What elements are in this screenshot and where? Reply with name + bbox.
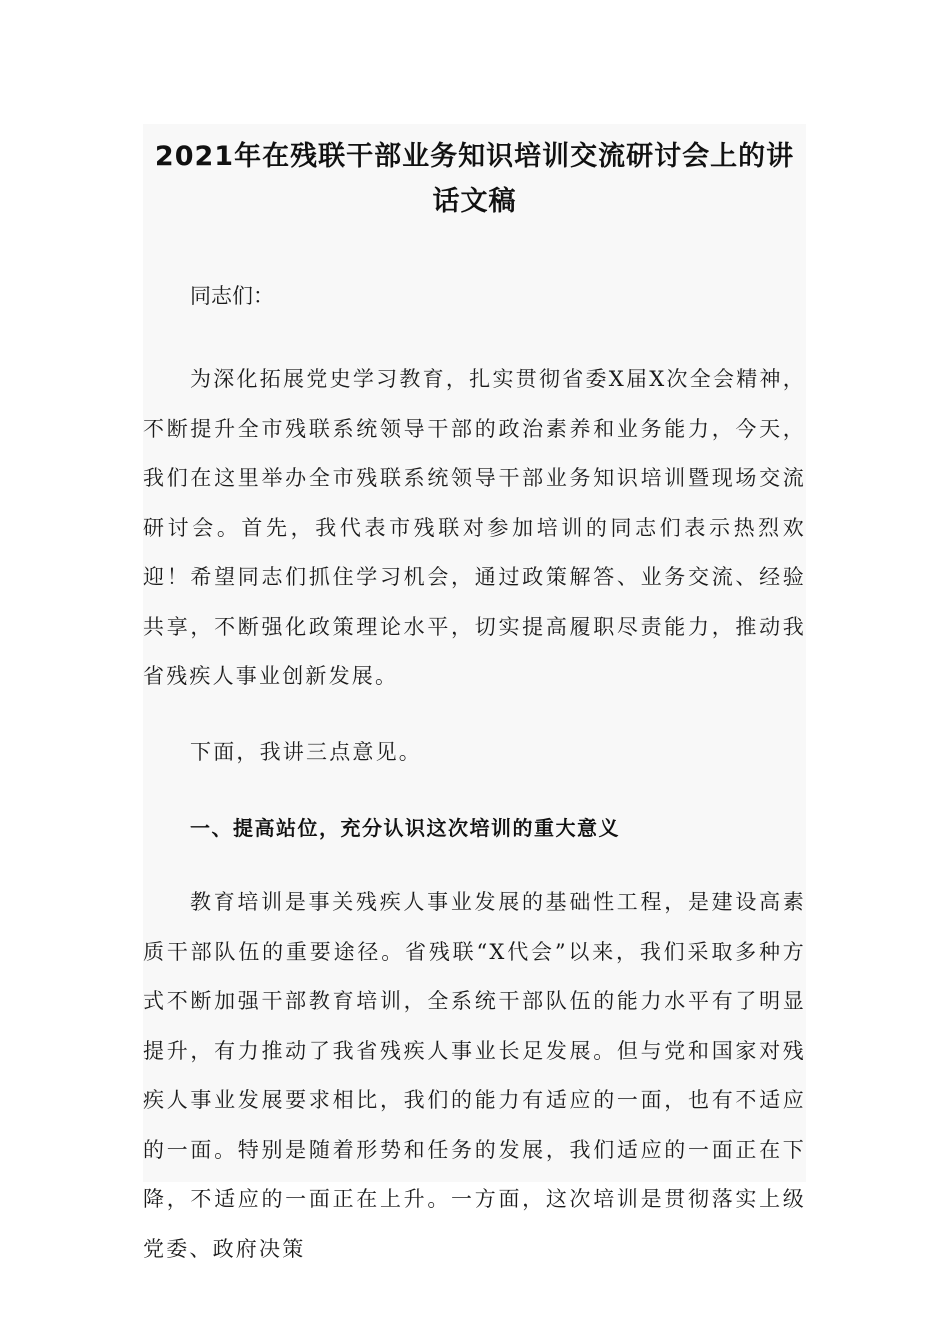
- paragraph-section-1: 教育培训是事关残疾人事业发展的基础性工程，是建设高素质干部队伍的重要途径。省残联“X代会”以来，我们采取多种方式不断加强干部教育培训，全系统干部队伍的能力水平有了明显提升，有力推动了我省残疾人事业长足发展。但与党和国家对残疾人事业发展要求相比，我们的能力有适应的一面，也有不适应的一面。特别是随着形势和任务的发展，我们适应的一面正在下降，不适应的一面正在上升。一方面，这次培训是贯彻落实上级党委、政府决策: [143, 890, 806, 1261]
- document-title: [143, 134, 806, 224]
- document-body: [143, 272, 806, 1274]
- paragraph-outline: 下面，我讲三点意见。: [190, 739, 422, 764]
- document-page: [143, 124, 806, 1261]
- paragraph-intro: 为深化拓展党史学习教育，扎实贯彻省委X届X次全会精神，不断提升全市残联系统领导干部的政治素养和业务能力，今天，我们在这里举办全市残联系统领导干部业务知识培训暨现场交流研讨会。首先，我代表市残联对参加培训的同志们表示热烈欢迎！希望同志们抓住学习机会，通过政策解答、业务交流、经验共享，不断强化政策理论水平，切实提高履职尽责能力，推动我省残疾人事业创新发展。: [143, 367, 806, 688]
- section-heading-1: 一、提高站位，充分认识这次培训的重大意义: [190, 816, 620, 840]
- title-line-2: 话文稿: [432, 186, 517, 217]
- title-line-1: 2021年在残联干部业务知识培训交流研讨会上的讲: [154, 141, 795, 172]
- greeting: 同志们：: [190, 284, 274, 308]
